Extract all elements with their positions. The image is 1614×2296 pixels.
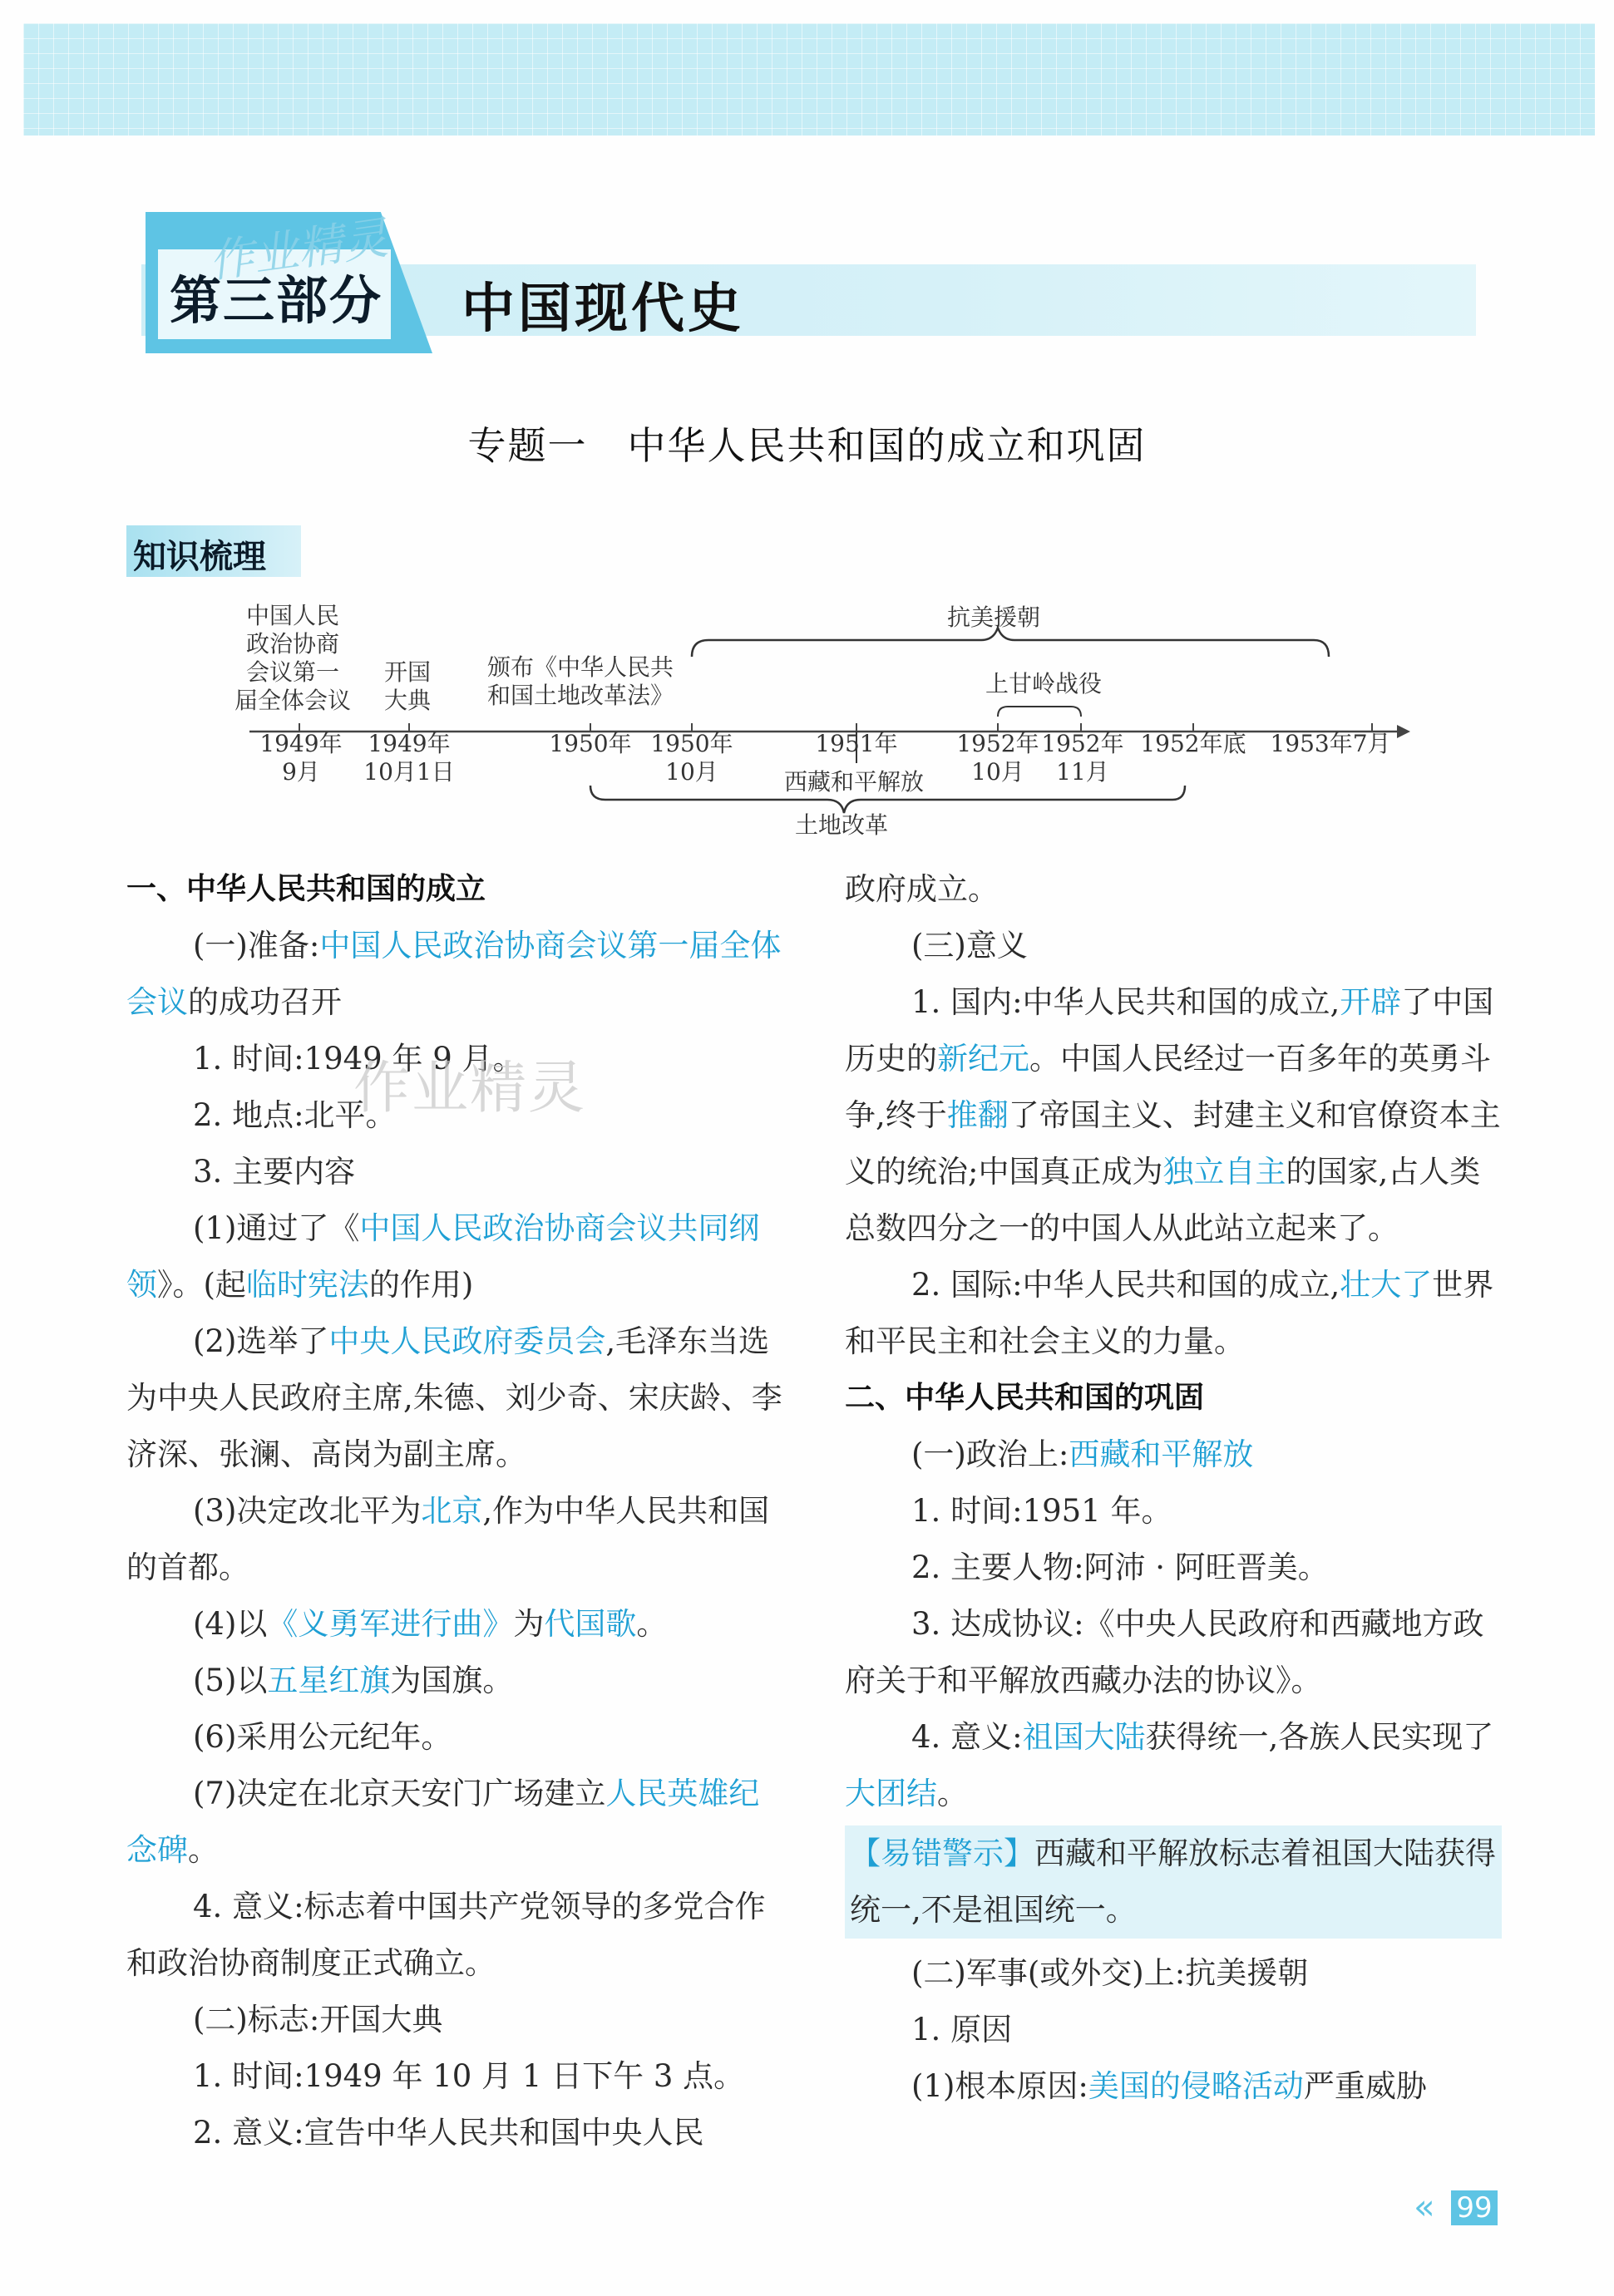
prep-para: (一)准备:中国人民政治协商会议第一届全体会议的成功召开 bbox=[126, 928, 782, 1020]
page-number: 99 bbox=[1451, 2190, 1498, 2225]
time-item: 1. 时间:1949 年 9 月。 bbox=[193, 1041, 524, 1077]
answer-unity: 大团结 bbox=[845, 1776, 937, 1811]
tick-1949-9-year: 1949年 bbox=[259, 730, 343, 757]
tick-1950-10-month: 10月 bbox=[665, 758, 718, 786]
content-item-7: (7)决定在北京天安门广场建立人民英雄纪念碑。 bbox=[126, 1776, 760, 1868]
brace-korea-war bbox=[692, 628, 1329, 657]
content-item-3: (3)决定改北平为北京,作为中华人民共和国的首都。 bbox=[126, 1493, 770, 1585]
warning-box bbox=[845, 1825, 1502, 1939]
answer-independent: 独立自主 bbox=[1162, 1154, 1286, 1190]
page-arrow-icon: « bbox=[1414, 2186, 1435, 2227]
timeline-diagram bbox=[0, 0, 1614, 856]
section-tag: 知识梳理 bbox=[133, 538, 266, 576]
ceremony-time: 1. 时间:1949 年 10 月 1 日下午 3 点。 bbox=[193, 2058, 745, 2094]
tick-1949-10-year: 1949年 bbox=[368, 730, 451, 757]
tick-1949-9-month: 9月 bbox=[282, 758, 320, 786]
right-column bbox=[845, 861, 1502, 2115]
answer-cppcc-session: 中国人民政治协商会议第一届全体会议 bbox=[126, 928, 782, 1020]
part-label: 第三部分 bbox=[169, 270, 383, 331]
tick-1953-7: 1953年7月 bbox=[1270, 730, 1391, 757]
answer-central-committee: 中央人民政府委员会 bbox=[328, 1323, 606, 1359]
answer-us-aggression: 美国的侵略活动 bbox=[1088, 2068, 1304, 2104]
event-cppcc-line1: 中国人民 bbox=[245, 602, 340, 629]
continued-text: 政府成立。 bbox=[845, 871, 999, 907]
content-item-1: (1)通过了《中国人民政治协商会议共同纲领》。(起临时宪法的作用) bbox=[126, 1210, 760, 1303]
answer-open: 开辟 bbox=[1340, 984, 1402, 1020]
event-korea-war: 抗美援朝 bbox=[946, 604, 1041, 631]
politics-heading: (一)政治上:西藏和平解放 bbox=[911, 1436, 1254, 1472]
topic-title: 专题一 中华人民共和国的成立和巩固 bbox=[467, 423, 1147, 468]
warning-tag: 【易错警示】 bbox=[850, 1835, 1034, 1871]
military-heading: (二)军事(或外交)上:抗美援朝 bbox=[911, 1955, 1309, 1991]
event-land-reform: 土地改革 bbox=[794, 811, 889, 839]
answer-march: 《义勇军进行曲》 bbox=[267, 1606, 514, 1642]
tibet-time: 1. 时间:1951 年。 bbox=[911, 1493, 1172, 1529]
answer-tibet: 西藏和平解放 bbox=[1069, 1436, 1254, 1472]
tibet-agreement: 3. 达成协议:《中央人民政府和西藏地方政府关于和平解放西藏办法的协议》。 bbox=[845, 1606, 1484, 1698]
tick-1952-11-month: 11月 bbox=[1056, 758, 1109, 786]
cause-heading: 1. 原因 bbox=[911, 2012, 1013, 2047]
brace-shangganling bbox=[998, 707, 1081, 717]
content-item-2: (2)选举了中央人民政府委员会,毛泽东当选为中央人民政府主席,朱德、刘少奇、宋庆龄、李济深、张澜、高岗为副主席。 bbox=[126, 1323, 782, 1472]
answer-common-program: 中国人民政治协商会议共同纲领 bbox=[126, 1210, 760, 1303]
section-1-title: 一、中华人民共和国的成立 bbox=[126, 872, 486, 906]
ceremony-significance: 2. 意义:宣告中华人民共和国中央人民 bbox=[193, 2115, 704, 2151]
tick-1952-10-month: 10月 bbox=[971, 758, 1024, 786]
tick-1949-10-day: 10月1日 bbox=[363, 758, 455, 786]
answer-mainland: 祖国大陆 bbox=[1022, 1719, 1146, 1755]
warning-text: 西藏和平解放标志着祖国大陆获得统一,不是祖国统一。 bbox=[850, 1835, 1496, 1928]
international-significance: 2. 国际:中华人民共和国的成立,壮大了世界和平民主和社会主义的力量。 bbox=[845, 1267, 1494, 1359]
part-title: 中国现代史 bbox=[461, 278, 744, 340]
tibet-person: 2. 主要人物:阿沛 · 阿旺晋美。 bbox=[911, 1550, 1329, 1585]
content-item-6: (6)采用公元纪年。 bbox=[193, 1719, 452, 1755]
event-tibet: 西藏和平解放 bbox=[783, 768, 925, 796]
tick-1951: 1951年 bbox=[815, 730, 898, 757]
tick-1950: 1950年 bbox=[549, 730, 632, 757]
event-cppcc-line3: 会议第一 bbox=[245, 658, 340, 686]
event-shangganling: 上甘岭战役 bbox=[985, 670, 1103, 697]
answer-new-era: 新纪元 bbox=[937, 1041, 1029, 1077]
place-item: 2. 地点:北平。 bbox=[193, 1097, 397, 1133]
domestic-significance: 1. 国内:中华人民共和国的成立,开辟了中国历史的新纪元。中国人民经过一百多年的英勇斗争,终于推翻了帝国主义、封建主义和官僚资本主义的统治;中国真正成为独立自主的国家,占人类总数四分之一的中国人从此站立起来了。 bbox=[845, 984, 1501, 1246]
content-item-4: (4)以《义勇军进行曲》为代国歌。 bbox=[193, 1606, 668, 1642]
answer-strengthen: 壮大了 bbox=[1340, 1267, 1433, 1303]
script-watermark: 作业精灵 bbox=[205, 211, 391, 288]
event-founding-line1: 开国 bbox=[383, 658, 432, 686]
tibet-significance: 4. 意义:祖国大陆获得统一,各族人民实现了大团结。 bbox=[845, 1719, 1494, 1811]
content-item-5: (5)以五星红旗为国旗。 bbox=[193, 1663, 514, 1698]
answer-flag: 五星红旗 bbox=[267, 1663, 391, 1698]
root-cause: (1)根本原因:美国的侵略活动严重威胁 bbox=[911, 2068, 1427, 2104]
timeline-arrow-icon bbox=[1397, 725, 1410, 738]
event-founding-line2: 大典 bbox=[383, 687, 432, 714]
answer-anthem: 代国歌 bbox=[544, 1606, 637, 1642]
event-cppcc-line2: 政治协商 bbox=[245, 630, 340, 658]
tick-1950-10-year: 1950年 bbox=[650, 730, 733, 757]
answer-temp-constitution: 临时宪法 bbox=[245, 1267, 369, 1303]
tick-1952-11-year: 1952年 bbox=[1041, 730, 1124, 757]
tick-1952-end: 1952年底 bbox=[1140, 730, 1246, 757]
mark-heading: (二)标志:开国大典 bbox=[193, 2002, 443, 2037]
answer-monument: 人民英雄纪念碑 bbox=[126, 1776, 760, 1868]
event-land-law-line1: 颁布《中华人民共 bbox=[486, 653, 674, 681]
answer-overthrow: 推翻 bbox=[946, 1097, 1009, 1133]
watermark: 作业精灵 bbox=[353, 1056, 587, 1121]
tick-1952-10-year: 1952年 bbox=[956, 730, 1039, 757]
content-heading: 3. 主要内容 bbox=[193, 1154, 356, 1190]
significance-heading: (三)意义 bbox=[911, 928, 1028, 963]
event-cppcc-line4: 届全体会议 bbox=[234, 687, 352, 714]
section-2-title: 二、中华人民共和国的巩固 bbox=[845, 1381, 1205, 1415]
significance-item: 4. 意义:标志着中国共产党领导的多党合作和政治协商制度正式确立。 bbox=[126, 1889, 766, 1981]
event-land-law-line2: 和国土地改革法》 bbox=[486, 682, 674, 709]
answer-beijing: 北京 bbox=[421, 1493, 483, 1529]
